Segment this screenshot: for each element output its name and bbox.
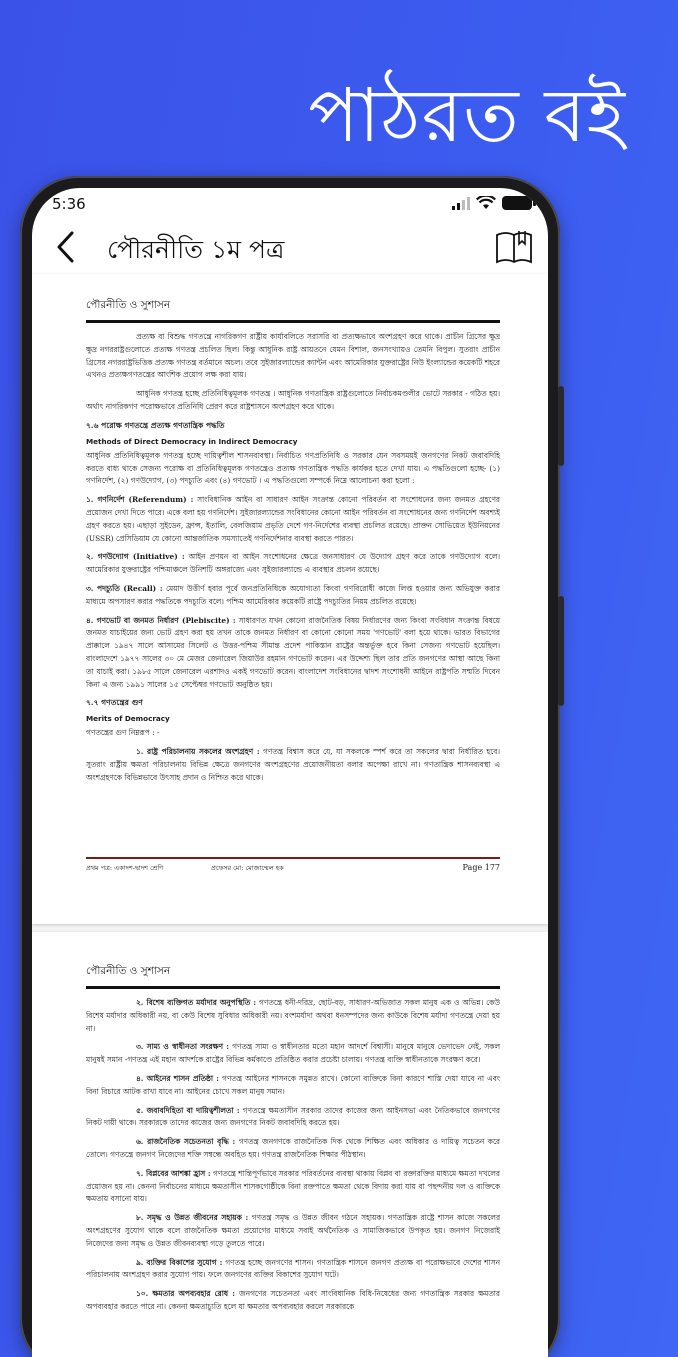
paragraph: প্রত্যক্ষ বা বিশুদ্ধ গণতন্ত্রে নাগরিকগণ রাষ্ট্রীয় কার্যাবলিতে সরাসরি বা প্রত্যক্ষভাবে অংশগ্রহণ করে থাকে। প্রাচীন গ্রিসের ক্ষুদ্র ক্ষুদ্র নগররাষ্ট্রগুলোতে প্রত্যক্ষ গণতন্ত্র প্রচলিত ছিল। কিন্তু আধুনিক রাষ্ট্র আয়তনে যেমন বিশাল, জনসংখ্যায়ও তেমনি বিপুল। সুতরাং প্রাচীন গ্রিসের নগররাষ্ট্রভিত্তিক প্রত্যক্ষ গণতন্ত্র বর্তমানে অচল। তবে সুইজারল্যান্ডের ক্যান্টন এবং আমেরিকার যুক্তরাষ্ট্রের নিউ ইংল্যান্ডের কয়েকটি শহরে এখনও প্রত্যক্ষগণতন্ত্রের আংশিক প্রয়োগ লক্ষ করা যায়। [86,332,500,380]
paragraph [86,1136,500,1162]
paragraph-body: গণতন্ত্রে ক্ষমতাসীন সরকার তাদের কাজের জন্য আইনসভা এবং নৈতিকভাবে জনগণের নিকট দায়ী থাকে। সরকারকে তাদের কাজের জন্য জনগণের নিকট জবাবদিহি করতে হয়। [86,1105,500,1128]
status-time: 5:36 [52,195,86,213]
paragraph: আধুনিক প্রতিনিধিত্বমূলক গণতন্ত্র হচ্ছে দায়িত্বশীল শাসনব্যবস্থা। নির্বাচিত গণপ্রতিনিধি ও সরকার যেন সবসময়ই জনগণের নিকট জবাবদিহি করতে বাধ্য থাকে সেজন্য পরোক্ষ বা প্রতিনিধিত্বমূলক গণতন্ত্রেও প্রত্যক্ষ গণতান্ত্রিক পদ্ধতি কার্যকর হতে দেখা যায়। এ পদ্ধতিগুলো হচ্ছে- (১) গণনির্দেশ, (২) গণউদ্যোগ, (৩) পদচ্যুতি এবং (৪) গণভোট । এ পদ্ধতিগুলো সম্পর্কে নিম্নে আলোচনা করা হলো : [86,450,500,486]
paragraph-body: গণতন্ত্র সাম্য ও স্বাধীনতার মতো মহান আদর্শে বিশ্বাসী। মানুষে মানুষে ভেদাভেদ নেই, সকল মানুষই সমান -গণতন্ত্র এই মহান আদর্শকে রাষ্ট্রের বিভিন্ন কর্মকাণ্ডে প্রতিষ্ঠিত করার প্রচেষ্টা চালায়। গণতন্ত্র ব্যক্তি স্বাধীনতাকে সংরক্ষণ করে। [86,1042,500,1065]
phone-side-button [558,596,564,706]
paragraph [86,583,500,609]
paragraph-body: গণতন্ত্র বিশ্বাস করে যে, যা সকলকে স্পর্শ করে তা সকলের দ্বারা নির্ধারিত হবে। সুতরাং রাষ্ট্রীয় ক্ষমতা পরিচালনায় বিভিন্ন ক্ষেত্রে জনগণের অংশগ্রহণের প্রয়োজনীয়তা বলার অপেক্ষা রাখে না। গণতান্ত্রিক শাসনব্যবস্থা এ অংশগ্রহণকে বিভিন্নভাবে উৎসাহ প্রদান ও নিশ্চিত করে থাকে। [86,747,500,782]
paragraph-body: মেয়াদ উত্তীর্ণ হবার পূর্বে জনপ্রতিনিধিকে অযোগ্যতা কিংবা গণবিরোধী কাজে লিপ্ত হওয়ার জন্য অভিযুক্ত করার মাধ্যমে অপসারণ করার পদ্ধতিকে পদচ্যুতি বলে। পশ্চিম আমেরিকার কয়েকটি রাষ্ট্রে পদচ্যুতির নিয়ম প্রচলিত রয়েছে। [86,583,500,606]
section-heading-english: Merits of Democracy [86,714,170,724]
paragraph-lead: ২. বিশেষ ব্যক্তিগত মর্যাদার অনুপস্থিতি : [136,998,257,1007]
pdf-viewer[interactable] [32,274,548,1357]
paragraph-lead: ৩. সাম্য ও স্বাধীনতা সংরক্ষণ : [136,1042,230,1052]
document-page [32,932,548,1357]
paragraph-lead: ৮. সমৃদ্ধ ও উন্নত জীবনের সহায়ক : [136,1213,249,1223]
status-bar [32,188,548,220]
paragraph-lead: ২. গণউদ্যোগ (Initiative) : [86,552,185,562]
paragraph-body: গণতন্ত্র জনগণকে রাজনৈতিক দিক থেকে শিক্ষিত এবং অধিকার ও দায়িত্ব সচেতন করে তোলে। গণতন্ত্রে জনগণ নিজেদের শক্তি সম্বন্ধে অবহিত হয়। গণতন্ত্র রাজনৈতিক শিক্ষার পীঠস্থান। [86,1137,501,1159]
paragraph: গণতন্ত্রের গুণ নিম্নরূপ : - [86,728,160,738]
page-footer [86,857,500,874]
paragraph-lead: ১০. ক্ষমতার অপব্যবহার রোধ : [136,1289,236,1299]
open-book-icon[interactable] [494,228,534,266]
paragraph-lead: ৪. গণভোট বা জনমত নির্ধারণ (Plebiscite) : [86,615,236,625]
paragraph [86,997,500,1035]
paragraph-lead: ৩. পদচ্যুতি (Recall) : [86,583,163,593]
paragraph-lead: ৪. আইনের শাসন প্রতিষ্ঠা : [136,1073,219,1083]
paragraph-body: জনগণের সচেতনতা এবং সাংবিধানিক বিধি-নিষেধের জন্য গণতান্ত্রিক সরকার ক্ষমতার অপব্যবহার করতে পারে না। কেননা ক্ষমতাচ্যুতি হলে যা ক্ষমতার অপব্যবহার করলে সরকারকে [86,1289,500,1311]
paragraph-lead: ৫. জবাবদিহিতা বা দায়িত্বশীলতা : [136,1105,240,1115]
paragraph-body: আইন প্রণয়ন বা আইন সংশোধনের ক্ষেত্রে জনসাধারণ যে উদ্যোগ গ্রহণ করে তাকে গণউদ্যোগ বলে। আমেরিকার যুক্তরাষ্ট্রের পশ্চিমাঞ্চলে উনিশটি অঙ্গরাজ্যে এবং সুইজারল্যান্ডে এ ব্যবস্থার প্রচলন রয়েছে। [86,552,500,575]
paragraph [86,1212,500,1250]
wifi-icon [476,196,496,210]
section-heading-english: Methods of Direct Democracy in Indirect Democracy [86,436,298,446]
paragraph-lead: ৭. বিপ্লবের আশঙ্কা হ্রাস : [136,1168,211,1178]
paragraph [86,615,500,692]
phone-frame [20,176,560,1357]
paragraph-lead: ৬. রাজনৈতিক সচেতনতা বৃদ্ধি : [136,1137,236,1147]
section-heading: ৭.৭ গণতন্ত্রের গুণ [86,698,143,708]
paragraph-body: গণতন্ত্র হচ্ছে জনগণের শাসন। গণতান্ত্রিক শাসনে জনগণ প্রত্যক্ষ বা পরোক্ষভাবে দেশের শাসন পরিচালনায় অংশগ্রহণ করার সুযোগ পায়। ফলে জনগণের ব্যক্তির বিকাশের সুযোগ ঘটে। [86,1257,500,1280]
footer-author: প্রফেসর মো: মোজাম্মেল হক [211,864,284,872]
paragraph-lead: ১. গণনির্দেশ (Referendum) : [86,495,194,505]
paragraph-body: গণতন্ত্রে শান্তিপূর্ণভাবে সরকার পরিবর্তনের ব্যবস্থা থাকায় বিপ্লব বা রক্তারক্তির মাধ্যমে ক্ষমতা দখলের প্রয়োজন হয় না। কেননা নির্বাচনের মাধ্যমে ক্ষমতাসীন শাসকগোষ্ঠীকে বিনা রক্তপাতে ক্ষমতা থেকে বিদায় করা যায় বা পছন্দনীয় দল ও ব্যক্তিকে ক্ষমতায় বসানো যায়। [86,1168,500,1204]
phone-side-button [558,386,564,466]
page-number: Page 177 [462,863,500,872]
paragraph-lead: ৯. ব্যক্তির বিকাশের সুযোগ : [136,1257,223,1267]
paragraph-body: গণতন্ত্র আইনের শাসনকে সমুন্নত রাখে। কোনো ব্যক্তিকে বিনা কারণে শাস্তি দেয়া যাবে না এবং বিনা বিচারে আটক রাখা যাবে না। আইনের চোখে সকল মানুষ সমান। [86,1073,500,1096]
footer-book: প্রথম পত্র: একাদশ-দ্বাদশ শ্রেণি [86,864,164,872]
phone-screen [32,188,548,1357]
paragraph-body: গণতন্ত্রে ধনী-দরিদ্র, ছোট-বড়, সাধারণ-অভিজাত সকল মানুষ এক ও অভিন্ন। কেউ বিশেষ মর্যাদার অধিকারী নয়, বা কেউ বিশেষ সুবিধার অধিকারী নয়। বংশমর্যাদা অথবা ধনসম্পদের জন্য কাউকে বিশেষ মর্যাদা গণতন্ত্রে দেয়া হয় না। [86,998,500,1033]
running-head: পৌরনীতি ও সুশাসন [86,964,500,989]
paragraph [86,1288,500,1314]
paragraph-body: সাধারণত যখন কোনো রাজনৈতিক বিষয় নির্ধারণের জন্য কিংবা সংবিধান সংক্রান্ত বিষয়ে জনমত যাচাইয়ের জন্য ভোট গ্রহণ করা হয় তখন তাকে জনমত নির্ধারণ বা কোনো কোনো সময় 'গণভোট' বলা হয়ে থাকে। ভারত বিভাগের প্রাক্কালে ১৯৪৭ সালে আসামের সিলেট ও উত্তর-পশ্চিম সীমান্ত প্রদেশ পাকিস্তান রাষ্ট্রের অন্তর্ভুক্ত হবে কিনা সেজন্য গণভোট হয়েছিল। বাংলাদেশে ১৯৭৭ সালের ৩০ মে মেজর জেনারেল জিয়াউর রহমান গণভোট করেন। এর উদ্দেশ্য ছিল তার প্রতি জনগণের আস্থা আছে কিনা তা যাচাই করা। ১৯৮৫ সালে জেনারেল এরশাদও একই গণভোট করেন। বাংলাদেশ সংবিধানের দ্বাদশ সংশোধনী আইনে রাষ্ট্রপতি সম্মতি দিবেন কিনা এ জন্য ১৯৯১ সালের ১৫ সেপ্টেম্বর গণভোট অনুষ্ঠিত হয়। [86,615,501,689]
page-title: পৌরনীতি ১ম পত্র [107,235,285,264]
paragraph-body: সাংবিধানিক আইন বা সাধারণ আইন সংক্রান্ত কোনো পরিবর্তন বা সংশোধনের জন্য জনমত গ্রহণের প্রয়োজন দেখা দিতে পারে। একে বলা হয় গণনির্দেশ। সুইজারল্যান্ডের সংবিধানের কোনো আইন পরিবর্তন বা সংশোধনের জন্য গণনির্দেশ অবশ্যই গ্রহণ করতে হয়। এছাড়া সুইডেন, ফ্রান্স, ইতালি, বেলজিয়াম প্রভৃতি দেশে গণ-নির্দেশের ব্যবস্থা প্রচলিত রয়েছে। প্রাক্তন সোভিয়েত ইউনিয়নের (USSR) প্রেসিডিয়াম যে কোনো আন্তর্জাতিক সমস্যাতেই গণনির্দেশনার ব্যবস্থা করতে পারত। [86,495,500,543]
paragraph-lead: ১. রাষ্ট্র পরিচালনায় সকলের অংশগ্রহণ : [136,747,260,757]
paragraph [86,1257,500,1283]
paragraph [86,551,500,577]
paragraph [86,1105,500,1131]
chevron-left-icon[interactable] [52,230,82,264]
status-icons [452,196,532,210]
paragraph [86,1168,500,1206]
banner-title: পাঠরত বই [308,73,626,159]
document-page [32,274,548,924]
paragraph: আধুনিক গণতন্ত্র হচ্ছে প্রতিনিধিত্বমূলক গণতন্ত্র । আধুনিক গণতান্ত্রিক রাষ্ট্রগুলোতে নির্বাচকমণ্ডলীর ভোটে সরকার - গঠিত হয়। অর্থাৎ নাগরিকগণ পরোক্ষভাবে প্রতিনিধি প্রেরণ করে রাষ্ট্রশাসনে অংশগ্রহণ করে থাকে। [86,389,500,411]
battery-icon [502,196,532,210]
cellular-signal-icon [452,197,470,210]
paragraph [86,1073,500,1099]
paragraph-body: গণতন্ত্র সমৃদ্ধ ও উন্নত জীবন গঠনে সহায়ক। গণতান্ত্রিক রাষ্ট্রে শাসন কাজে সকলের অংশগ্রহণের সুযোগ থাকে বলে রাজনৈতিক ক্ষমতা প্রয়োগের মাধ্যমে সবাই অর্থনৈতিক ও সামাজিকভাবে উপকৃত হয়। জনগণ নিজেরাই নিজেদের জন্য সমৃদ্ধ ও উন্নত জীবনব্যবস্থা গড়ে তুলতে পারে। [86,1213,501,1248]
section-heading: ৭.৬ পরোক্ষ গণতন্ত্রে প্রত্যক্ষ গণতান্ত্রিক পদ্ধতি [86,420,225,430]
app-bar [32,220,548,274]
paragraph [86,746,500,784]
running-head: পৌরনীতি ও সুশাসন [86,298,500,323]
paragraph [86,1041,500,1067]
paragraph [86,494,500,545]
